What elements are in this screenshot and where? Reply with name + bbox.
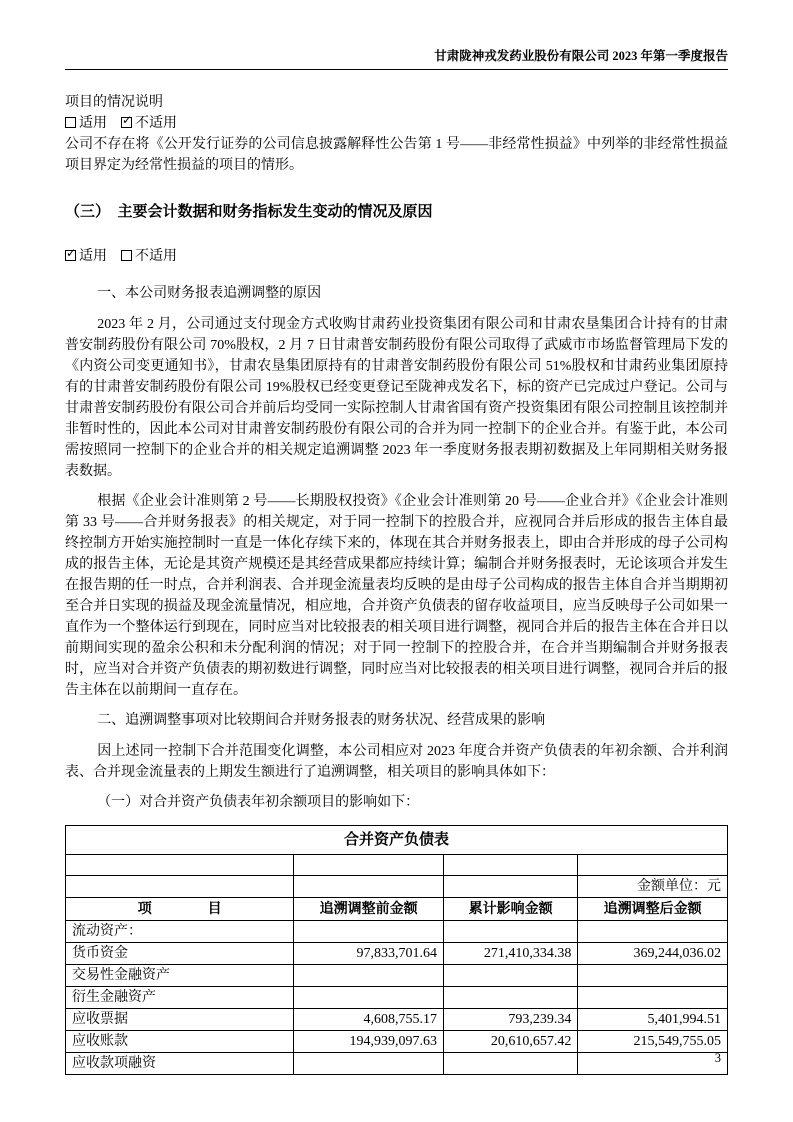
table-intro-line: （一）对合并资产负债表年初余额项目的影响如下： — [97, 795, 420, 810]
column-header-impact: 累计影响金额 — [443, 898, 577, 921]
row-before-value: 194,939,097.63 — [294, 1031, 444, 1053]
column-header-item: 项 目 — [66, 898, 294, 921]
section-current-assets: 流动资产： — [66, 921, 294, 943]
subsection-1-title: 一、本公司财务报表追溯调整的原因 — [97, 286, 322, 301]
table-header-row — [66, 898, 728, 921]
page-number: 3 — [714, 1051, 721, 1065]
balance-sheet-table — [65, 825, 728, 1075]
row-item-label: 交易性金融资产 — [66, 965, 294, 987]
row-impact-value — [443, 1053, 577, 1075]
applicability-line-2 — [65, 246, 728, 267]
row-after-value — [578, 965, 728, 987]
item-explanation-label: 项目的情况说明 — [65, 95, 163, 110]
table-row — [66, 1009, 728, 1031]
row-item-label: 应收款项融资 — [66, 1053, 294, 1075]
row-after-value: 369,244,036.02 — [578, 943, 728, 965]
table-row — [66, 1031, 728, 1053]
amount-unit-label: 金额单位：元 — [578, 876, 728, 898]
table-title-row — [66, 826, 728, 855]
option-applicable — [65, 116, 107, 131]
table-row — [66, 1053, 728, 1075]
row-after-value — [578, 1053, 728, 1075]
row-item-label: 应收账款 — [66, 1031, 294, 1053]
row-impact-value — [443, 965, 577, 987]
row-before-value — [294, 987, 444, 1009]
table-title: 合并资产负债表 — [66, 826, 728, 855]
section-heading: （三） 主要会计数据和财务指标发生变动的情况及原因 — [65, 204, 433, 220]
checkbox-checked-icon — [65, 250, 76, 261]
option-not-applicable-label: 不适用 — [135, 116, 177, 131]
row-impact-value: 271,410,334.38 — [443, 943, 577, 965]
restatement-reason-paragraph-2: 根据《企业会计准则第 2 号——长期股权投资》《企业会计准则第 20 号——企业合并》《企业会计准则第 33 号——合并财务报表》的相关规定，对于同一控制下的控股合并，应视同合并后形成的报告主体自最终控制方开始实施控制时一直是一体化存续下来的，体现在其合并财务报表上，即由合并形成的母子公司构成的报告主体，无论是其资产规模还是其经营成果都应持续计算；编制合并财务报表时，无论该项合并发生在报告期的任一时点，合并利润表、合并现金流量表均反映的是由母子公司构成的报告主体自合并当期期初至合并日实现的损益及现金流量情况，相应地，合并资产负债表的留存收益项目，应当反映母子公司如果一直作为一个整体运行到现在，同时应当对比较报表的相关项目进行调整，视同合并后的报告主体在合并日以前期间实现的盈余公积和未分配利润的情况；对于同一控制下的控股合并，在合并当期编制合并财务报表时，应当对合并资产负债表的期初数进行调整，同时应当对比较报表的相关项目进行调整，视同合并后的报告主体在以前期间一直存在。 — [65, 494, 728, 698]
checkbox-checked-icon — [121, 117, 132, 128]
row-after-value: 5,401,994.51 — [578, 1009, 728, 1031]
option-not-applicable-label-2: 不适用 — [135, 249, 177, 264]
table-row — [66, 965, 728, 987]
row-impact-value: 20,610,657.42 — [443, 1031, 577, 1053]
row-before-value: 97,833,701.64 — [294, 943, 444, 965]
table-section-row — [66, 921, 728, 943]
row-before-value: 4,608,755.17 — [294, 1009, 444, 1031]
table-row — [66, 987, 728, 1009]
row-item-label: 衍生金融资产 — [66, 987, 294, 1009]
intro-paragraph: 公司不存在将《公开发行证券的公司信息披露解释性公告第 1 号——非经常性损益》中列举的非经常性损益项目界定为经常性损益的项目的情形。 — [65, 137, 728, 173]
option-applicable-label: 适用 — [79, 116, 107, 131]
checkbox-unchecked-icon — [121, 250, 132, 261]
row-impact-value — [443, 987, 577, 1009]
restatement-reason-paragraph-1: 2023 年 2 月，公司通过支付现金方式收购甘肃药业投资集团有限公司和甘肃农垦集团合计持有的甘肃普安制药股份有限公司 70%股权，2 月 7 日甘肃普安制药股份有限公司取得了武威市市场监督管理局下发的《内资公司变更通知书》，甘肃农垦集团原持有的甘肃普安制药股份有限公司 51%股权和甘肃药业集团原持有的甘肃普安制药股份有限公司 19%股权已经变更登记至陇神戎发名下，标的资产已完成过户登记。公司与甘肃普安制药股份有限公司合并前后均受同一实际控制人甘肃省国有资产投资集团有限公司控制且该控制并非暂时性的，因此本公司对甘肃普安制药股份有限公司的合并为同一控制下的企业合并。有鉴于此，本公司需按照同一控制下的企业合并的相关规定追溯调整 2023 年一季度财务报表期初数据及上年同期相关财务报表数据。 — [65, 317, 728, 479]
row-after-value — [578, 987, 728, 1009]
impact-paragraph: 因上述同一控制下合并范围变化调整，本公司相应对 2023 年度合并资产负债表的年初余额、合并利润表、合并现金流量表的上期发生额进行了追溯调整，相关项目的影响具体如下： — [65, 744, 728, 780]
column-header-before: 追溯调整前金额 — [294, 898, 444, 921]
table-spacer-row — [66, 855, 728, 876]
option-applicable-label-2: 适用 — [79, 249, 107, 264]
row-after-value: 215,549,755.05 — [578, 1031, 728, 1053]
subsection-2-title: 二、追溯调整事项对比较期间合并财务报表的财务状况、经营成果的影响 — [97, 713, 546, 728]
option-applicable-2 — [65, 249, 107, 264]
row-item-label: 货币资金 — [66, 943, 294, 965]
row-before-value — [294, 1053, 444, 1075]
column-header-after: 追溯调整后金额 — [578, 898, 728, 921]
row-impact-value: 793,239.34 — [443, 1009, 577, 1031]
applicability-line-1 — [65, 113, 728, 134]
table-row — [66, 943, 728, 965]
option-not-applicable-2 — [121, 249, 177, 264]
page-header — [65, 48, 728, 70]
row-item-label: 应收票据 — [66, 1009, 294, 1031]
checkbox-unchecked-icon — [65, 117, 76, 128]
report-title: 甘肃陇神戎发药业股份有限公司 2023 年第一季度报告 — [434, 49, 728, 63]
option-not-applicable — [121, 116, 177, 131]
table-unit-row — [66, 876, 728, 898]
row-before-value — [294, 965, 444, 987]
